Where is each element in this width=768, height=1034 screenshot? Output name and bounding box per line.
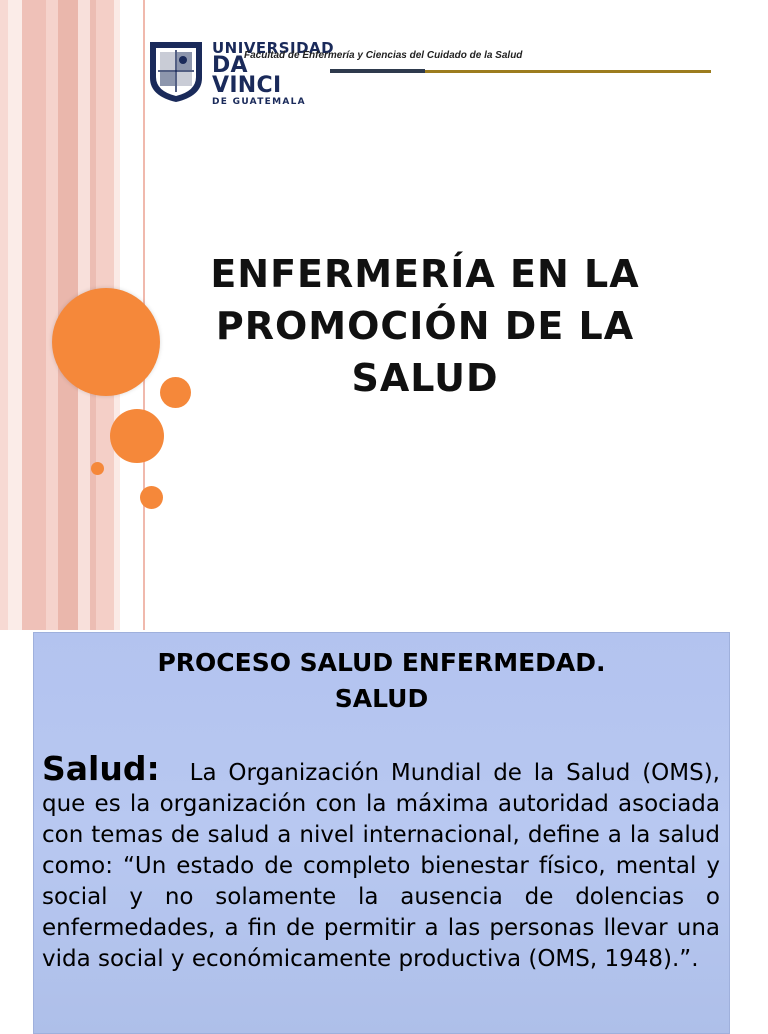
- university-line3: DE GUATEMALA: [212, 97, 306, 107]
- faculty-name: Facultad de Enfermería y Ciencias del Cuidado de la Salud: [244, 50, 523, 61]
- content-heading: [34, 645, 729, 717]
- heading-line-1: PROCESO SALUD ENFERMEDAD.: [157, 648, 606, 677]
- decorative-circle-medium: [110, 409, 164, 463]
- title-line-1: ENFERMERÍA EN LA: [210, 252, 640, 296]
- header-rule-dark: [330, 69, 425, 73]
- definition-paragraph: [42, 749, 720, 975]
- header-rule-gold: [425, 70, 711, 73]
- decorative-circle-small-2: [140, 486, 163, 509]
- university-line1: UNIVERSIDAD: [212, 39, 335, 57]
- title-line-3: SALUD: [351, 356, 499, 400]
- content-slide: [33, 632, 730, 1034]
- university-line2: DA VINCI: [212, 53, 282, 98]
- decorative-circle-tiny: [91, 462, 104, 475]
- decorative-circle-large: [52, 288, 160, 396]
- university-seal-icon: [146, 38, 206, 104]
- slide-title: [185, 248, 665, 404]
- heading-line-2: SALUD: [334, 684, 429, 713]
- definition-text: La Organización Mundial de la Salud (OMS), que es la organización con la máxima autoridad asociada con temas de salud a nivel internacional, define a la salud como: “Un estado de completo bienestar físico, mental y social y no solamente la ausencia de dolencias o enfermedades, a fin de permitir a las personas llevar una vida social y económicamente productiva (OMS, 1948).”.: [42, 760, 720, 972]
- definition-term: Salud:: [42, 749, 160, 788]
- title-line-2: PROMOCIÓN DE LA: [215, 304, 635, 348]
